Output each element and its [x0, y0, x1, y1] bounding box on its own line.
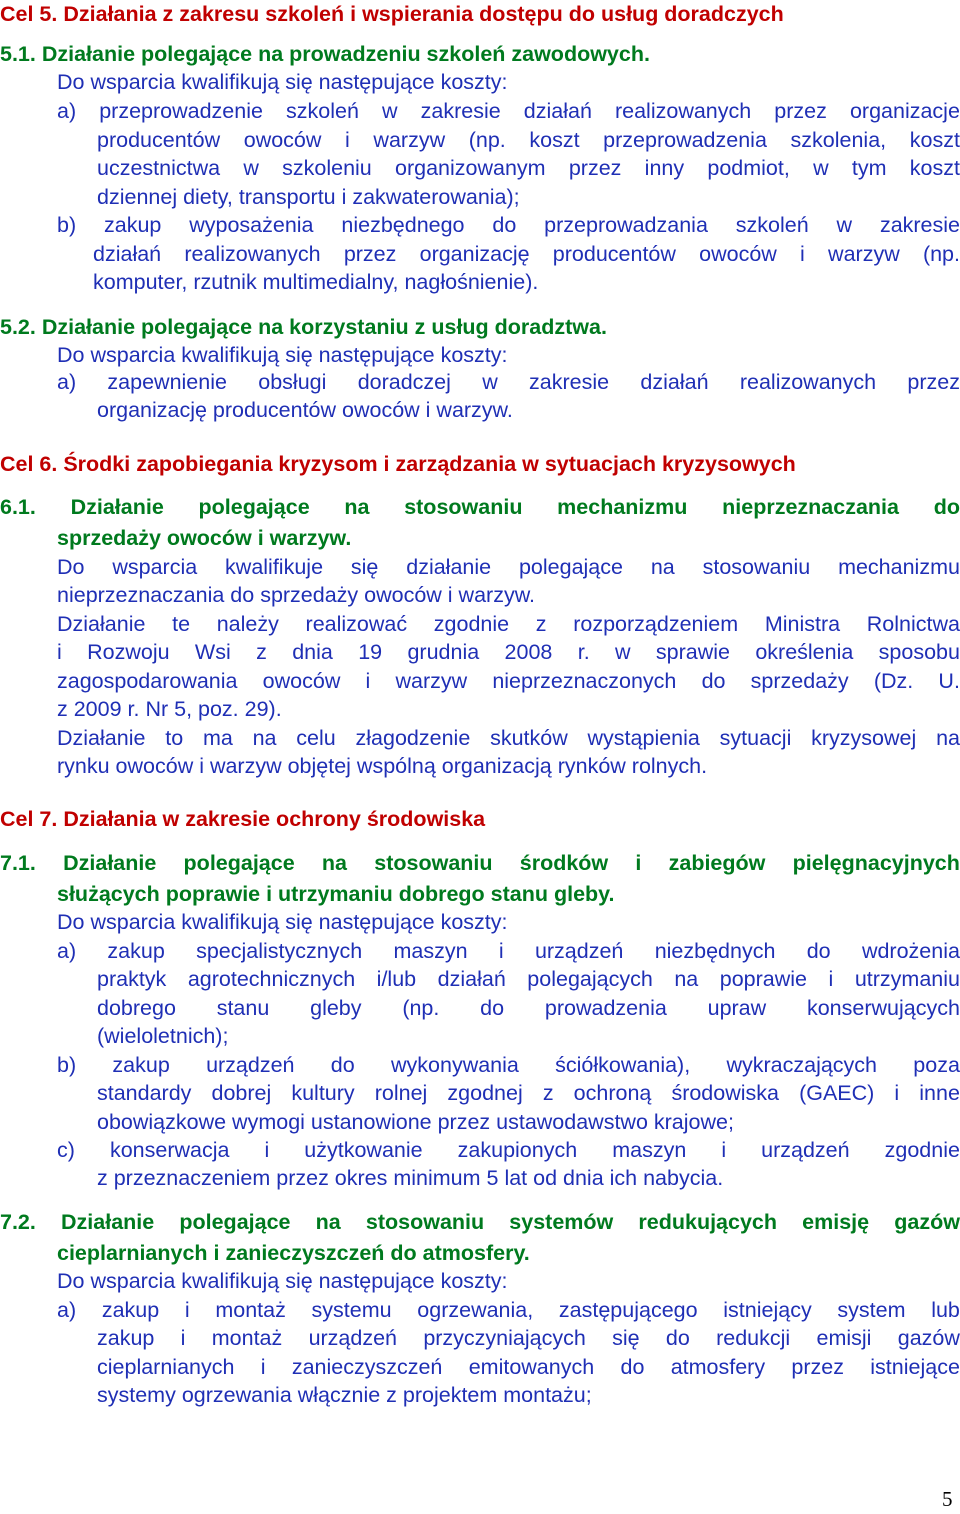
word: i: [365, 669, 371, 693]
word: na: [936, 726, 960, 750]
word: zapewnienie: [107, 370, 227, 394]
word: a): [57, 370, 77, 394]
word: realizowanych: [739, 370, 877, 394]
word: specjalistycznych: [196, 939, 363, 963]
word: z: [542, 1081, 554, 1105]
word: kultury: [291, 1081, 355, 1105]
text-line: [97, 126, 960, 155]
word: agrotechnicznych: [187, 967, 356, 991]
word: 19: [358, 640, 383, 664]
word: szkolenia,: [790, 128, 887, 152]
text-line: dziennej diety, transportu i zakwaterowania);: [97, 185, 520, 209]
text-line: Cel 7. Działania w zakresie ochrony środowiska: [0, 807, 486, 831]
word: zakresie: [879, 213, 960, 237]
word: przez: [907, 370, 960, 394]
text-line: Do wsparcia kwalifikują się następujące koszty:: [57, 1269, 508, 1293]
word: rolnej: [374, 1081, 428, 1105]
text-line: nieprzeznaczania do sprzedaży owoców i warzyw.: [57, 583, 536, 607]
text-line: systemy ogrzewania włącznie z projektem montażu;: [97, 1383, 592, 1407]
word: (GAEC): [799, 1081, 875, 1105]
word: do: [933, 495, 960, 519]
word: wykraczających: [726, 1053, 878, 1077]
word: działań: [437, 967, 506, 991]
word: zakup: [107, 939, 165, 963]
text-line: służących poprawie i utrzymaniu dobrego stanu gleby.: [57, 882, 615, 906]
word: 6.1.: [0, 495, 36, 519]
word: mechanizmu: [838, 555, 960, 579]
word: szkoleniu: [282, 156, 372, 180]
word: (np.: [468, 128, 506, 152]
text-line: [57, 638, 960, 667]
word: a): [57, 939, 77, 963]
word: zanieczyszczeń: [291, 1355, 443, 1379]
word: poprawie: [719, 967, 808, 991]
word: realizowanych: [614, 99, 752, 123]
word: producentów: [552, 242, 676, 266]
text-line: [97, 1079, 960, 1108]
word: wdrożenia: [861, 939, 960, 963]
text-line: [97, 994, 960, 1023]
word: kwalifikuje: [225, 555, 324, 579]
word: w: [836, 213, 853, 237]
word: niezbędnych: [654, 939, 776, 963]
text-line: [57, 553, 960, 582]
word: a): [57, 1298, 77, 1322]
word: przez: [774, 99, 827, 123]
word: inny: [644, 156, 685, 180]
word: producentów: [97, 128, 221, 152]
word: doradczej: [357, 370, 451, 394]
word: ochroną: [573, 1081, 652, 1105]
word: określenia: [755, 640, 854, 664]
word: i: [184, 1298, 190, 1322]
word: b): [57, 1053, 77, 1077]
word: do: [480, 996, 505, 1020]
text-line: [57, 1136, 960, 1165]
text-line: [57, 937, 960, 966]
word: polegające: [198, 495, 310, 519]
word: do: [330, 1053, 355, 1077]
word: zakup: [97, 1326, 155, 1350]
word: stanu: [216, 996, 270, 1020]
word: c): [57, 1138, 75, 1162]
word: urządzeń: [206, 1053, 295, 1077]
word: polegających: [527, 967, 653, 991]
word: zgodnie: [884, 1138, 960, 1162]
text-line: z przeznaczeniem przez okres minimum 5 lat od dnia ich nabycia.: [97, 1166, 724, 1190]
text-line: organizację producentów owoców i warzyw.: [97, 398, 513, 422]
word: do: [806, 939, 831, 963]
text-line: 5.2. Działanie polegające na korzystaniu z usług doradztwa.: [0, 315, 607, 339]
word: zgodnie: [433, 612, 510, 636]
word: zabiegów: [668, 851, 766, 875]
word: stosowaniu: [702, 555, 811, 579]
word: lub: [931, 1298, 960, 1322]
word: do: [665, 1326, 690, 1350]
word: przeprowadzania: [544, 213, 708, 237]
word: wykonywania: [391, 1053, 519, 1077]
word: Działanie: [61, 1210, 155, 1234]
text-line: [0, 1208, 960, 1237]
word: ściółkowania),: [555, 1053, 691, 1077]
word: atmosfery: [670, 1355, 766, 1379]
word: warzyw: [395, 669, 468, 693]
text-line: z 2009 r. Nr 5, poz. 29).: [57, 697, 282, 721]
text-line: [93, 240, 960, 269]
word: system: [837, 1298, 906, 1322]
word: obsługi: [258, 370, 327, 394]
text-line: [97, 965, 960, 994]
word: szkoleń: [735, 213, 809, 237]
word: na: [650, 555, 675, 579]
word: zakresie: [420, 99, 501, 123]
word: (Dz.: [873, 669, 914, 693]
word: w: [382, 99, 398, 123]
word: Działanie: [63, 851, 157, 875]
word: zakup: [112, 1053, 170, 1077]
word: montaż: [211, 1326, 283, 1350]
text-line: [57, 724, 960, 753]
word: należy: [216, 612, 279, 636]
word: kryzysowej: [811, 726, 917, 750]
word: owoców: [262, 669, 341, 693]
word: Do: [57, 555, 85, 579]
word: podmiot,: [707, 156, 790, 180]
word: nieprzeznaczania: [722, 495, 899, 519]
word: 7.1.: [0, 851, 36, 875]
word: przez: [568, 156, 622, 180]
word: sprzedaży: [750, 669, 849, 693]
word: inne: [919, 1081, 960, 1105]
word: przyczyniających: [423, 1326, 586, 1350]
word: użytkowanie: [304, 1138, 423, 1162]
word: prowadzenia: [544, 996, 667, 1020]
word: redukcji: [716, 1326, 791, 1350]
word: te: [172, 612, 191, 636]
text-line: [0, 849, 960, 878]
word: i: [498, 939, 504, 963]
word: systemów: [509, 1210, 614, 1234]
word: przeprowadzenia: [603, 128, 767, 152]
word: niezbędnego: [341, 213, 465, 237]
word: 2008: [504, 640, 553, 664]
word: zagospodarowania: [57, 669, 238, 693]
word: gleby: [310, 996, 362, 1020]
word: konserwacja: [109, 1138, 230, 1162]
word: Wsi: [194, 640, 231, 664]
word: maszyn: [612, 1138, 687, 1162]
text-line: Do wsparcia kwalifikują się następujące koszty:: [57, 70, 508, 94]
text-line: Cel 5. Działania z zakresu szkoleń i wspierania dostępu do usług doradczych: [0, 2, 784, 26]
word: Rolnictwa: [866, 612, 960, 636]
text-line: [57, 97, 960, 126]
word: tym: [851, 156, 887, 180]
word: montaż: [215, 1298, 286, 1322]
word: się: [350, 555, 379, 579]
word: zakup: [101, 1298, 160, 1322]
word: szkoleń: [286, 99, 359, 123]
word: istniejący: [723, 1298, 812, 1322]
word: redukujących: [638, 1210, 778, 1234]
word: praktyk: [97, 967, 167, 991]
word: zakupionych: [457, 1138, 578, 1162]
word: b): [57, 213, 77, 237]
word: to: [165, 726, 184, 750]
text-line: [57, 211, 960, 240]
word: maszyn: [393, 939, 468, 963]
word: i: [345, 128, 350, 152]
word: nieprzeznaczonych: [492, 669, 677, 693]
word: uczestnictwa: [97, 156, 221, 180]
word: przeprowadzenie: [99, 99, 263, 123]
word: Ministra: [764, 612, 841, 636]
word: stosowaniu: [404, 495, 523, 519]
word: zastępującego: [558, 1298, 698, 1322]
word: gazów: [894, 1210, 960, 1234]
word: do: [620, 1355, 645, 1379]
text-line: rynku owoców i warzyw objętej wspólną organizacją rynków rolnych.: [57, 754, 708, 778]
word: do: [701, 669, 726, 693]
word: działań: [93, 242, 162, 266]
text-line: [97, 154, 960, 183]
word: polegające: [183, 851, 295, 875]
text-line: obowiązkowe wymogi ustanowione przez ustawodawstwo krajowe;: [97, 1110, 734, 1134]
word: działań: [640, 370, 709, 394]
word: organizację: [419, 242, 530, 266]
word: i: [180, 1326, 186, 1350]
word: zakresie: [529, 370, 610, 394]
text-line: Do wsparcia kwalifikują się następujące koszty:: [57, 910, 508, 934]
word: standardy: [97, 1081, 192, 1105]
text-line: (wieloletnich);: [97, 1024, 229, 1048]
word: polegające: [179, 1210, 291, 1234]
word: organizacje: [849, 99, 960, 123]
word: do: [492, 213, 517, 237]
word: zakup: [103, 213, 162, 237]
word: ma: [202, 726, 233, 750]
word: a): [57, 99, 77, 123]
word: przez: [343, 242, 397, 266]
word: urządzeń: [308, 1326, 398, 1350]
word: istniejące: [870, 1355, 960, 1379]
word: wystąpienia: [587, 726, 700, 750]
text-line: [57, 1051, 960, 1080]
word: konserwujących: [806, 996, 960, 1020]
word: dobrego: [97, 996, 176, 1020]
word: polegające: [518, 555, 623, 579]
word: emisji: [816, 1326, 872, 1350]
text-line: [57, 610, 960, 639]
word: skutków: [490, 726, 568, 750]
word: i: [635, 851, 642, 875]
word: sposobu: [878, 640, 960, 664]
word: i: [264, 1138, 270, 1162]
word: utrzymaniu: [854, 967, 960, 991]
word: upraw: [707, 996, 767, 1020]
word: realizować: [305, 612, 408, 636]
word: Działanie: [70, 495, 164, 519]
word: złagodzenie: [355, 726, 471, 750]
word: w: [615, 640, 631, 664]
text-line: [0, 493, 960, 522]
word: z: [535, 612, 547, 636]
word: emisję: [802, 1210, 870, 1234]
word: na: [315, 1210, 341, 1234]
word: gazów: [897, 1326, 960, 1350]
text-line: [57, 1296, 960, 1325]
word: pielęgnacyjnych: [792, 851, 960, 875]
word: owoców: [243, 128, 322, 152]
word: i: [800, 242, 805, 266]
text-line: 5.1. Działanie polegające na prowadzeniu szkoleń zawodowych.: [0, 42, 650, 66]
word: stosowaniu: [365, 1210, 485, 1234]
word: U.: [938, 669, 960, 693]
word: zgodnej: [447, 1081, 523, 1105]
word: (np.: [402, 996, 440, 1020]
word: celu: [296, 726, 336, 750]
word: w: [243, 156, 259, 180]
word: emitowanych: [468, 1355, 595, 1379]
word: koszt: [909, 128, 960, 152]
word: w: [482, 370, 498, 394]
word: owoców: [699, 242, 777, 266]
word: 7.2.: [0, 1210, 36, 1234]
text-line: [97, 1353, 960, 1382]
word: cieplarnianych: [97, 1355, 235, 1379]
word: środków: [519, 851, 609, 875]
word: ogrzewania,: [417, 1298, 534, 1322]
word: dnia: [292, 640, 333, 664]
word: i: [828, 967, 834, 991]
word: działań: [523, 99, 592, 123]
word: na: [344, 495, 370, 519]
word: działanie: [406, 555, 492, 579]
word: warzyw: [373, 128, 446, 152]
word: w: [813, 156, 829, 180]
word: środowiska: [671, 1081, 779, 1105]
word: poza: [913, 1053, 960, 1077]
word: się: [612, 1326, 640, 1350]
word: dobrej: [211, 1081, 272, 1105]
word: mechanizmu: [557, 495, 688, 519]
word: grudnia: [407, 640, 480, 664]
word: realizowanych: [184, 242, 321, 266]
word: i: [721, 1138, 727, 1162]
word: na: [674, 967, 699, 991]
word: koszt: [529, 128, 580, 152]
word: stosowaniu: [374, 851, 493, 875]
word: urządzeń: [534, 939, 624, 963]
word: urządzeń: [761, 1138, 850, 1162]
word: sytuacji: [719, 726, 792, 750]
word: rozporządzeniem: [573, 612, 739, 636]
word: z: [256, 640, 267, 664]
word: Rozwoju: [87, 640, 170, 664]
word: Działanie: [57, 726, 146, 750]
word: i: [57, 640, 62, 664]
text-line: Cel 6. Środki zapobiegania kryzysom i zarządzania w sytuacjach kryzysowych: [0, 452, 796, 476]
text-line: [57, 368, 960, 397]
word: r.: [577, 640, 590, 664]
text-line: [97, 1324, 960, 1353]
text-line: [57, 667, 960, 696]
word: na: [321, 851, 348, 875]
page-number: 5: [942, 1487, 953, 1511]
word: i: [260, 1355, 266, 1379]
word: na: [252, 726, 277, 750]
text-line: sprzedaży owoców i warzyw.: [57, 526, 352, 550]
word: warzyw: [828, 242, 900, 266]
text-line: Do wsparcia kwalifikują się następujące koszty:: [57, 343, 508, 367]
word: (np.: [922, 242, 960, 266]
word: i: [894, 1081, 900, 1105]
word: i/lub: [376, 967, 417, 991]
word: Działanie: [57, 612, 146, 636]
text-line: komputer, rzutnik multimedialny, nagłośnienie).: [93, 270, 539, 294]
word: wyposażenia: [189, 213, 314, 237]
word: koszt: [909, 156, 960, 180]
word: organizowanym: [395, 156, 546, 180]
word: wsparcia: [112, 555, 198, 579]
word: przez: [791, 1355, 844, 1379]
word: systemu: [311, 1298, 392, 1322]
word: sprawie: [655, 640, 730, 664]
text-line: cieplarnianych i zanieczyszczeń do atmosfery.: [57, 1241, 530, 1265]
